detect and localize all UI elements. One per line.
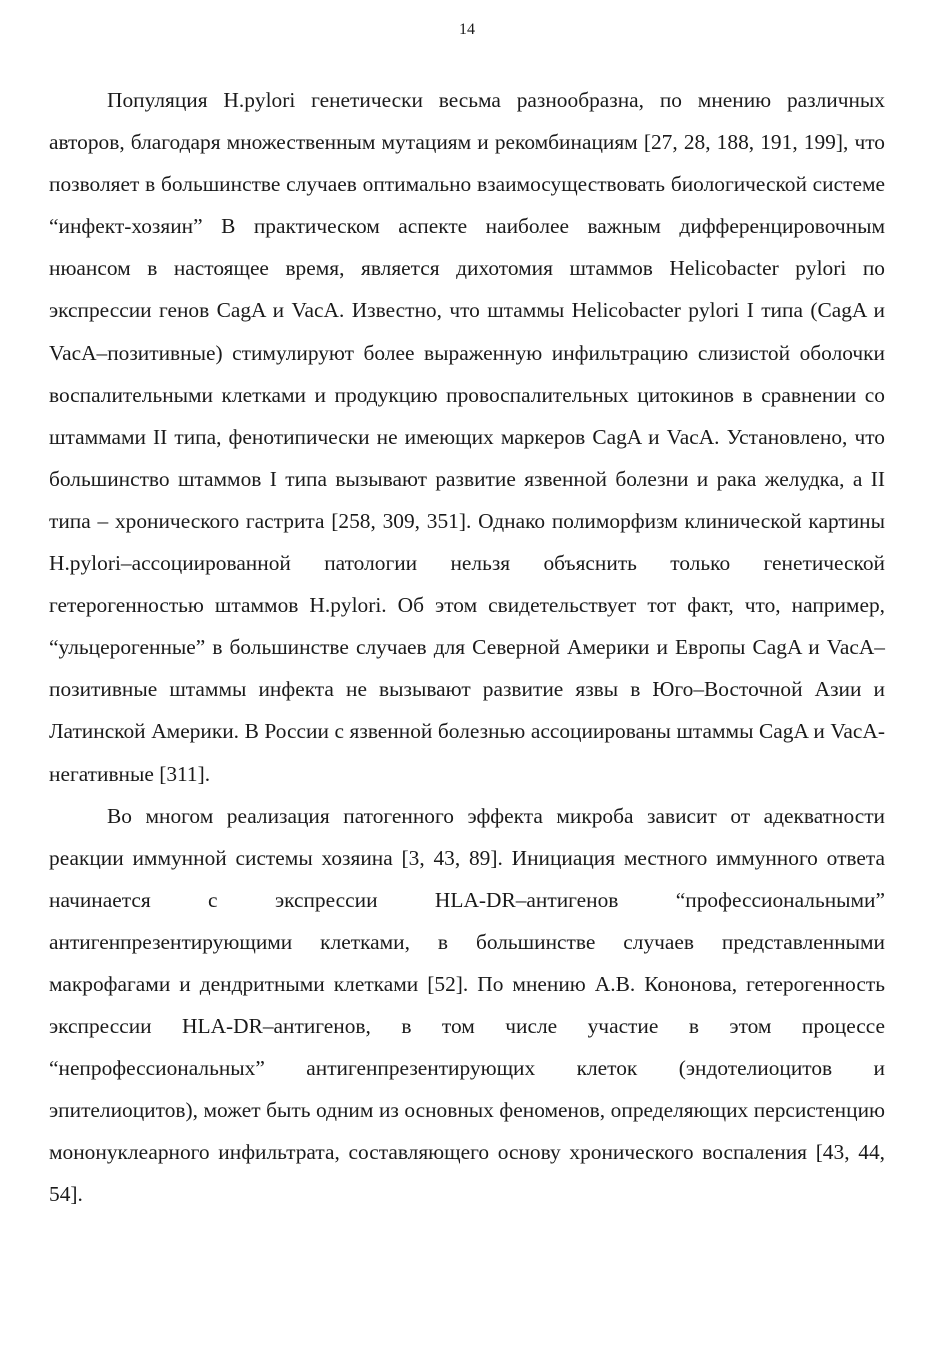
body-text — [49, 79, 885, 1216]
paragraph-2: Во многом реализация патогенного эффекта микроба зависит от адекватности реакции иммунной системы хозяина [3, 43, 89]. Инициация местного иммунного ответа начинается с экспрессии HLA-DR–антигенов “профессиональными” антигенпрезентирующими клетками, в большинстве случаев представленными макрофагами и дендритными клетками [52]. По мнению А.В. Кононова, гетерогенность экспрессии HLA-DR–антигенов, в том числе участие в этом процессе “непрофессиональных” антигенпрезентирующих клеток (эндотелиоцитов и эпителиоцитов), может быть одним из основных феноменов, определяющих персистенцию мононуклеарного инфильтрата, составляющего основу хронического воспаления [43, 44, 54]. — [49, 803, 885, 1207]
paragraph-1: Популяция H.pylori генетически весьма разнообразна, по мнению различных авторов, благодаря множественным мутациям и рекомбинациям [27, 28, 188, 191, 199], что позволяет в большинстве случаев оптимально взаимосуществовать биологической системе “инфект-хозяин” В практическом аспекте наиболее важным дифференцировочным нюансом в настоящее время, является дихотомия штаммов Helicobacter pylori по экспрессии генов CagA и VacA. Известно, что штаммы Helicobacter pylori I типа (CagA и VacA–позитивные) стимулируют более выраженную инфильтрацию слизистой оболочки воспалительными клетками и продукцию провоспалительных цитокинов в сравнении со штаммами II типа, фенотипически не имеющих маркеров CagA и VacA. Установлено, что большинство штаммов I типа вызывают развитие язвенной болезни и рака желудка, а II типа – хронического гастрита [258, 309, 351]. Однако полиморфизм клинической картины H.pylori–ассоциированной патологии нельзя объяснить только генетической гетерогенностью штаммов H.pylori. Об этом свидетельствует тот факт, что, например, “ульцерогенные” в большинстве случаев для Северной Америки и Европы CagA и VacA–позитивные штаммы инфекта не вызывают развитие язвы в Юго–Восточной Азии и Латинской Америки. В России с язвенной болезнью ассоциированы штаммы CagA и VacA-негативные [311]. — [49, 88, 885, 786]
page-number: 14 — [459, 21, 475, 38]
